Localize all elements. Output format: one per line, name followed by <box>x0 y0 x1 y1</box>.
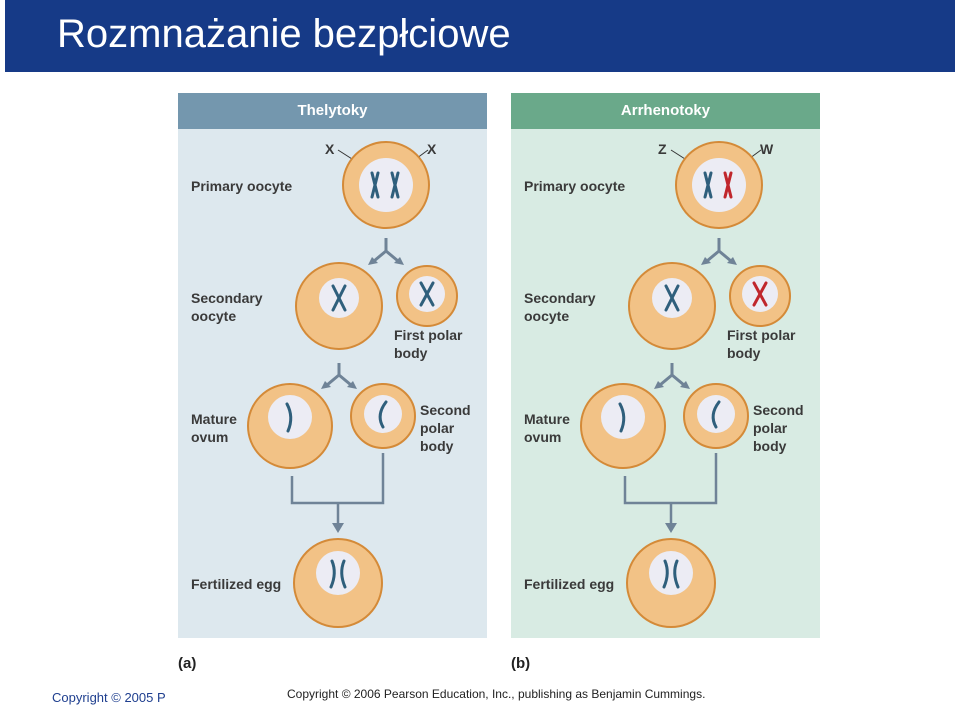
panel-a-tag: (a) <box>178 655 197 672</box>
first-polar-body-label-line1: First polar <box>727 327 796 343</box>
division-arrow <box>374 238 398 261</box>
mature-ovum-label-line2: ovum <box>191 429 229 445</box>
nucleus <box>359 158 413 212</box>
first-polar-body-label-line2: body <box>727 345 761 361</box>
nucleus <box>692 158 746 212</box>
chromosome-label-right: W <box>760 141 774 157</box>
mature-ovum-label-line2: ovum <box>524 429 562 445</box>
nucleus <box>316 551 360 595</box>
panel-heading: Arrhenotoky <box>511 93 820 129</box>
panel-b-tag: (b) <box>511 655 531 672</box>
second-polar-body-label-line3: body <box>420 438 454 454</box>
second-polar-body-label-line1: Second <box>753 402 804 418</box>
fertilized-egg-label: Fertilized egg <box>524 576 615 592</box>
division-arrow <box>707 238 731 261</box>
secondary-oocyte-label-line1: Secondary <box>191 290 263 306</box>
second-polar-body-label-line2: polar <box>753 420 788 436</box>
nucleus <box>649 551 693 595</box>
panel-heading: Thelytoky <box>178 93 487 129</box>
chromosome-label-right: X <box>427 141 437 157</box>
chromosome-label-left: Z <box>658 141 667 157</box>
arrhenotoky-diagram <box>511 93 820 638</box>
title-bar <box>5 0 955 72</box>
slide-title: Rozmnażanie bezpłciowe <box>57 12 511 56</box>
mature-ovum-label-line1: Mature <box>524 411 570 427</box>
mature-ovum-label-line1: Mature <box>191 411 237 427</box>
chromosome-label-left: X <box>325 141 335 157</box>
figure-copyright: Copyright © 2006 Pearson Education, Inc., publishing as Benjamin Cummings. <box>287 687 706 701</box>
second-polar-body-label-line1: Second <box>420 402 471 418</box>
primary-oocyte-label: Primary oocyte <box>524 178 626 194</box>
second-polar-body-label-line2: polar <box>420 420 455 436</box>
slide-copyright: Copyright © 2005 P <box>52 690 166 705</box>
first-polar-body-label-line1: First polar <box>394 327 463 343</box>
division-arrow <box>327 363 351 385</box>
second-polar-body-label-line3: body <box>753 438 787 454</box>
division-arrow <box>660 363 684 385</box>
primary-oocyte-label: Primary oocyte <box>191 178 293 194</box>
secondary-oocyte-label-line1: Secondary <box>524 290 596 306</box>
thelytoky-diagram <box>178 93 487 638</box>
thelytoky-panel <box>178 93 487 638</box>
first-polar-body-label-line2: body <box>394 345 428 361</box>
secondary-oocyte-label-line2: oocyte <box>524 308 570 324</box>
secondary-oocyte-label-line2: oocyte <box>191 308 237 324</box>
fertilized-egg-label: Fertilized egg <box>191 576 282 592</box>
arrhenotoky-panel <box>511 93 820 638</box>
